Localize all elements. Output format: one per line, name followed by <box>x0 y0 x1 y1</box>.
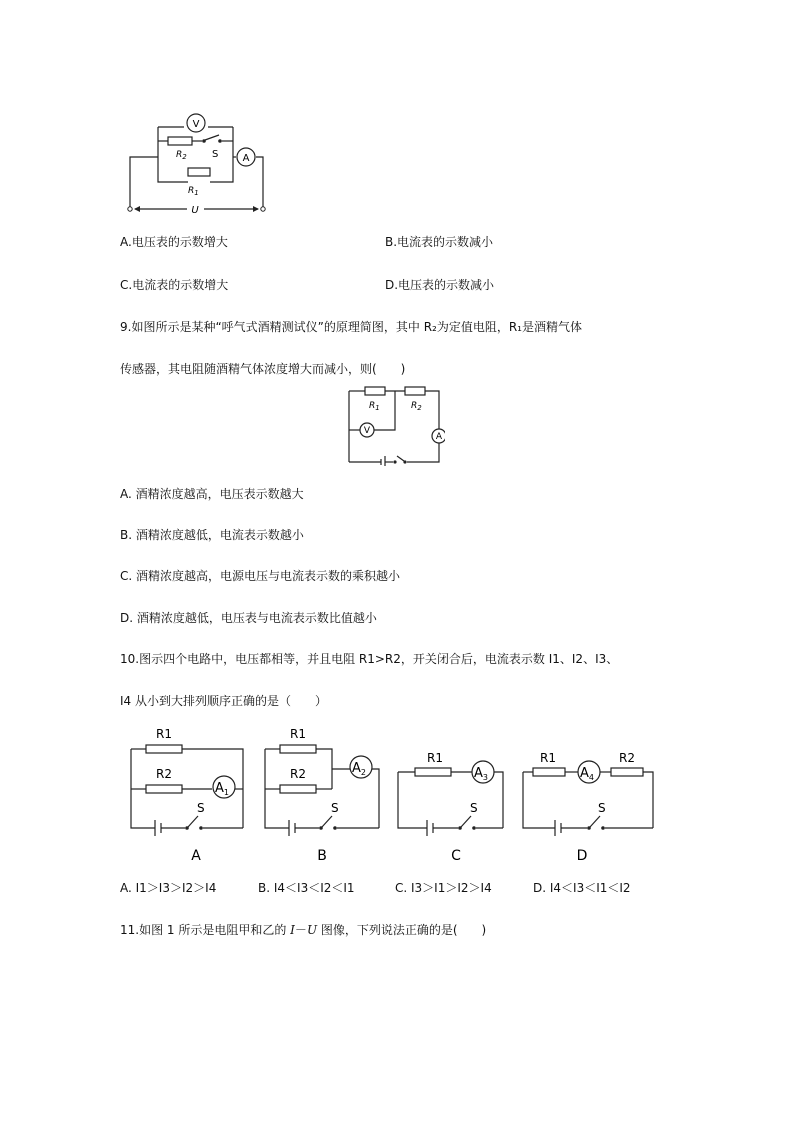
q10-circuit-a <box>126 722 248 862</box>
q11-stem-dash: － <box>294 923 307 937</box>
caption-a: A <box>191 848 201 862</box>
ammeter-a4-label: $A_4$ <box>580 766 594 782</box>
q9-option-d: D. 酒精浓度越低，电压表与电流表示数比值越小 <box>120 611 377 625</box>
q10-option-a: A. I1＞I3＞I2＞I4 <box>120 881 217 895</box>
q10-circuit-d <box>518 722 660 862</box>
q11-stem <box>120 923 486 937</box>
resistor-r1-icon <box>415 768 451 776</box>
resistor-r2-icon <box>168 137 192 145</box>
switch-icon <box>322 816 332 827</box>
ammeter-label: A <box>242 153 250 164</box>
q9-stem-line2: 传感器，其电阻随酒精气体浓度增大而减小，则( ) <box>120 362 406 376</box>
q10-option-d: D. I4＜I3＜I1＜I2 <box>533 881 631 895</box>
resistor-r1-icon <box>533 768 565 776</box>
q11-stem-i: I <box>290 923 295 937</box>
q10-stem-line1: 10.图示四个电路中，电压都相等，并且电阻 R1>R2，开关闭合后，电流表示数 I1、I2、I3、 <box>120 652 619 666</box>
resistor-r1-icon <box>280 745 316 753</box>
q9-circuit-diagram <box>343 382 445 466</box>
battery-icon <box>427 820 433 836</box>
caption-b: B <box>317 848 327 862</box>
r2-label: R2 <box>156 767 172 781</box>
resistor-r2-icon <box>280 785 316 793</box>
q10-circuit-b <box>260 722 386 862</box>
q11-stem-u: U <box>306 923 318 937</box>
r2-label: R2 <box>290 767 306 781</box>
switch-s-label: S <box>598 801 606 815</box>
switch-s-label: S <box>212 149 219 160</box>
r2-label: $R_2$ <box>176 150 187 161</box>
q9-option-c: C. 酒精浓度越高，电源电压与电流表示数的乘积越小 <box>120 569 401 583</box>
resistor-r1-icon <box>188 168 210 176</box>
switch-s-label: S <box>331 801 339 815</box>
r2-label: R2 <box>619 751 635 765</box>
ammeter-a1-label: $A_1$ <box>215 781 229 797</box>
resistor-r2-icon <box>611 768 643 776</box>
voltmeter-label: V <box>363 426 371 436</box>
q11-stem-post: 图像，下列说法正确的是( ) <box>317 923 487 937</box>
r1-label: $R_1$ <box>188 186 199 197</box>
resistor-r1-icon <box>365 387 385 395</box>
r1-label: $R_1$ <box>369 401 380 412</box>
q9-stem-line1: 9.如图所示是某种“呼气式酒精测试仪”的原理简图，其中 R₂为定值电阻，R₁是酒精气体 <box>120 320 582 334</box>
resistor-r1-icon <box>146 745 182 753</box>
battery-icon <box>381 456 385 466</box>
q9-option-a: A. 酒精浓度越高，电压表示数越大 <box>120 487 304 501</box>
switch-icon <box>461 816 471 827</box>
switch-icon <box>188 816 198 827</box>
resistor-r2-icon <box>146 785 182 793</box>
ammeter-a2-label: $A_2$ <box>352 761 366 777</box>
caption-c: C <box>451 848 461 862</box>
switch-s-label: S <box>197 801 205 815</box>
battery-icon <box>555 820 561 836</box>
q8-option-a: A.电压表的示数增大 <box>120 235 228 249</box>
battery-icon <box>155 820 161 836</box>
q10-option-c: C. I3＞I1＞I2＞I4 <box>395 881 492 895</box>
voltmeter-label: V <box>192 119 200 130</box>
switch-icon <box>590 816 600 827</box>
q8-circuit-diagram <box>120 105 280 217</box>
q8-option-b: B.电流表的示数减小 <box>385 235 494 249</box>
r2-label: $R_2$ <box>411 401 422 412</box>
q10-circuit-c <box>393 722 509 862</box>
ammeter-a3-label: $A_3$ <box>474 766 488 782</box>
ammeter-label: A <box>435 432 443 442</box>
q9-option-b: B. 酒精浓度越低，电流表示数越小 <box>120 528 304 542</box>
r1-label: R1 <box>156 727 172 741</box>
q10-option-b: B. I4＜I3＜I2＜I1 <box>258 881 355 895</box>
r1-label: R1 <box>540 751 556 765</box>
q10-stem-line2: I4 从小到大排列顺序正确的是（ ） <box>120 694 327 708</box>
q8-option-d: D.电压表的示数减小 <box>385 278 495 292</box>
switch-s-label: S <box>470 801 478 815</box>
battery-icon <box>289 820 295 836</box>
resistor-r2-icon <box>405 387 425 395</box>
r1-label: R1 <box>427 751 443 765</box>
switch-s-icon <box>205 135 219 140</box>
q11-stem-pre: 11.如图 1 所示是电阻甲和乙的 <box>120 923 291 937</box>
r1-label: R1 <box>290 727 306 741</box>
switch-icon <box>397 456 404 461</box>
caption-d: D <box>576 848 588 862</box>
voltage-u-label: U <box>191 205 199 216</box>
q8-option-c: C.电流表的示数增大 <box>120 278 229 292</box>
